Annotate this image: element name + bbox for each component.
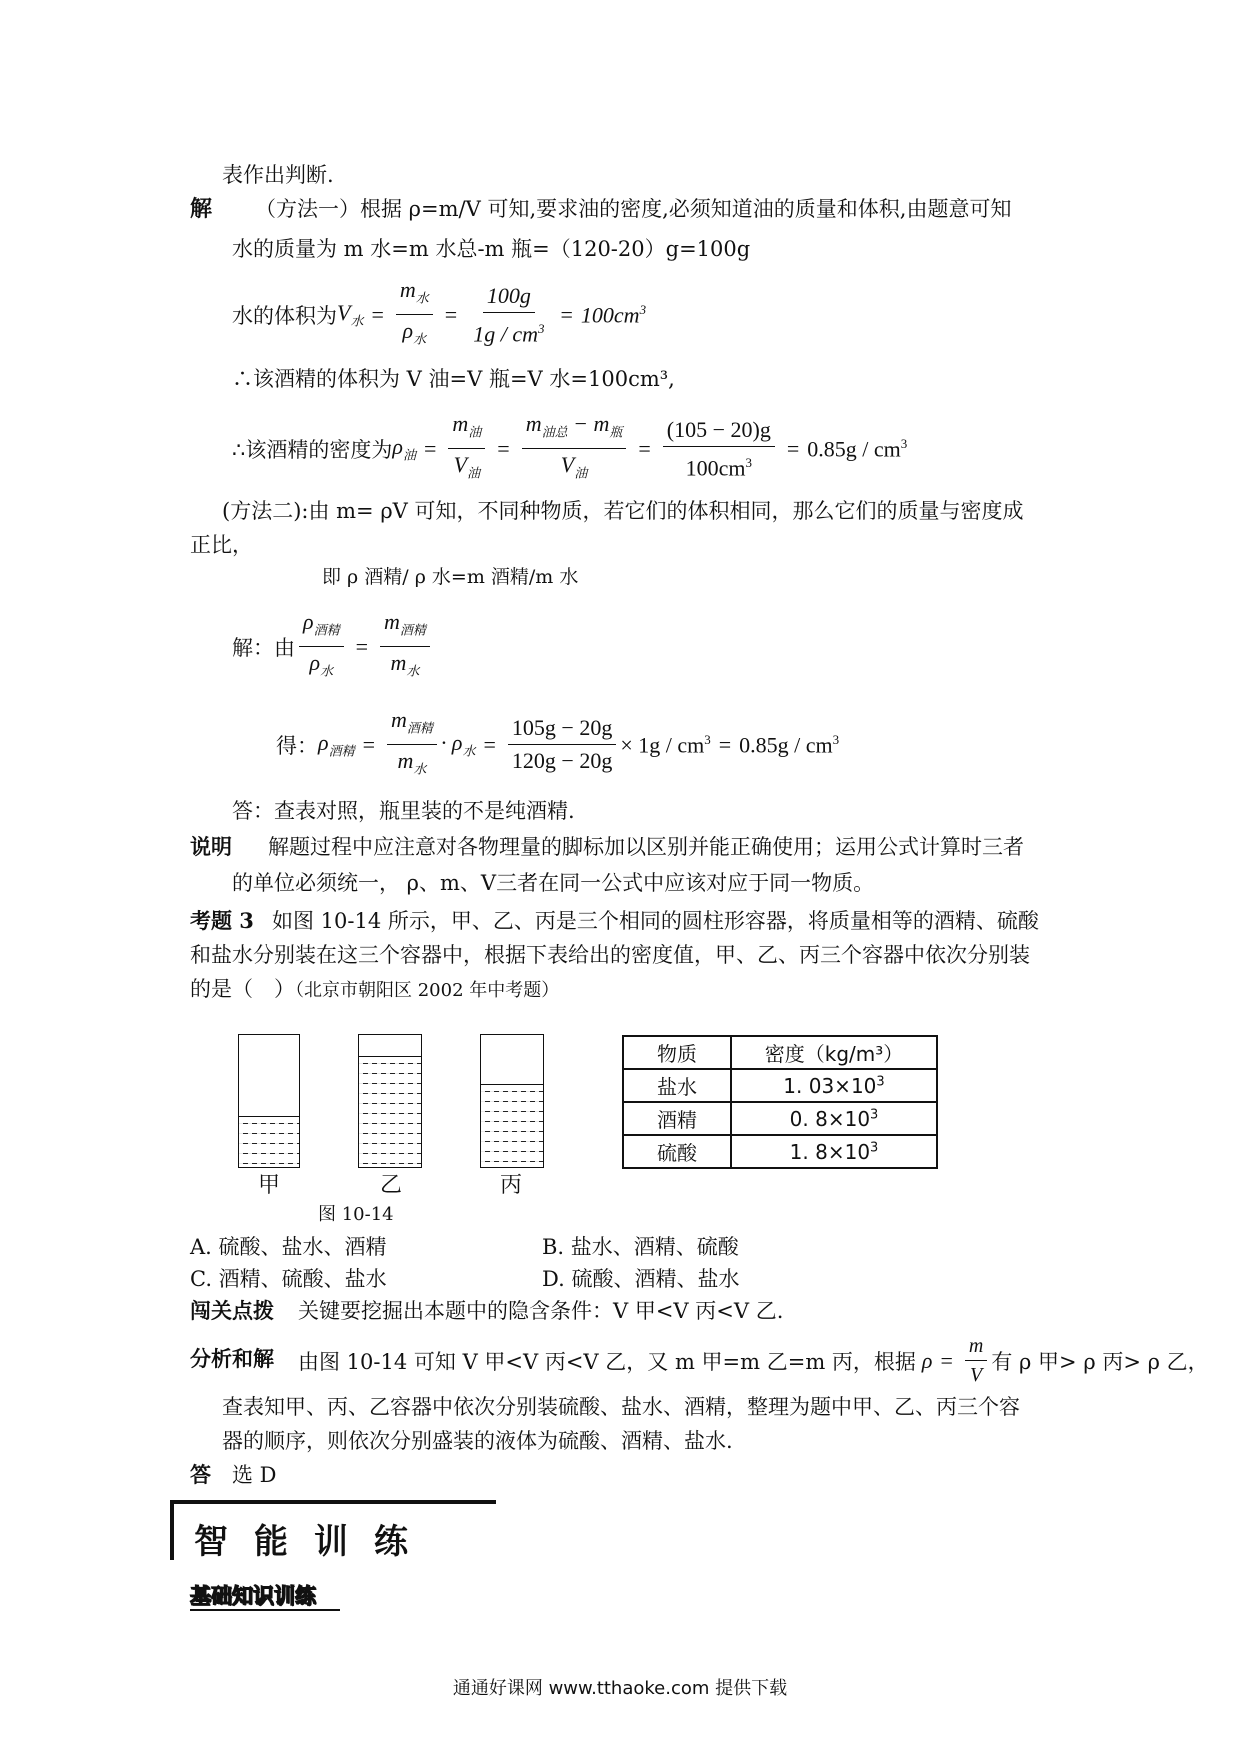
water-volume-prefix: 水的体积为 — [232, 303, 337, 328]
method2-line1: (方法二):由 m= ρV 可知，不同种物质，若它们的体积相同，那么它们的质量与密度成 — [222, 499, 1024, 523]
table-row — [623, 1102, 937, 1135]
container-liquid — [359, 1056, 421, 1167]
note-label: 说明 — [190, 834, 232, 859]
table-row — [623, 1069, 937, 1102]
container-label-jia: 甲 — [258, 1173, 281, 1198]
table-cell: 1. $03\times 10^3$ — [731, 1069, 937, 1102]
analysis-line2: 查表知甲、丙、乙容器中依次分别装硫酸、盐水、酒精，整理为题中甲、乙、丙三个容 — [222, 1395, 1020, 1419]
result-equation: 得： $\rho_{酒精}$ = $\frac{m_{酒精}}{m_水}$ · $\rho_水$ = $\frac{105g - 20g}{120g - 20g}$ × $1g / cm^3$ = $0.85g / cm^3$ — [276, 707, 840, 777]
problem3-line3: 的是（ ）（北京市朝阳区 2002 年中考题） — [190, 977, 560, 1001]
solution-answer: 答：查表对照，瓶里装的不是纯酒精. — [232, 799, 575, 823]
alcohol-density-equation: ∴该酒精的密度为 $\rho_油$ = $\frac{m_油}{V_油}$ = $\frac{m_{油总} - m_瓶}{V_油}$ = $\frac{(105 - 20)g}{100cm^3}$ = $0.85g / cm^3$ — [232, 411, 908, 481]
analysis-line3: 器的顺序，则依次分别盛装的液体为硫酸、酒精、盐水. — [222, 1429, 733, 1453]
note-line1: 解题过程中应注意对各物理量的脚标加以区别并能正确使用；运用公式计算时三者 — [268, 835, 1024, 859]
density-table — [622, 1035, 938, 1169]
container-jia — [238, 1034, 300, 1168]
container-liquid — [481, 1084, 543, 1167]
container-yi — [358, 1034, 422, 1168]
intro-line: 表作出判断. — [222, 163, 334, 187]
water-volume-equation: 水的体积为 $V_水$ = $\frac{m_水}{\rho_水}$ = $\frac{100g}{1g / cm^3}$ = $100cm^3$ — [232, 276, 646, 354]
fraction-m-over-rho: $\frac{m_水}{\rho_水}$ — [396, 276, 433, 354]
solution-label: 解 — [190, 196, 213, 222]
table-header-row — [623, 1036, 937, 1069]
hint-label: 闯关点拨 — [190, 1298, 274, 1323]
table-header-cell: 物质 — [623, 1036, 731, 1069]
problem3-label: 考题 3 — [190, 908, 254, 933]
problem3-line2: 和盐水分别装在这三个容器中，根据下表给出的密度值，甲、乙、丙三个容器中依次分别装 — [190, 943, 1030, 967]
subsection-title: 基础知识训练 — [190, 1584, 316, 1608]
option-a: A. 硫酸、盐水、酒精 — [190, 1235, 387, 1259]
section-title: 智能训练 — [194, 1522, 434, 1562]
table-cell: 0. $8\times 10^3$ — [731, 1102, 937, 1135]
section-banner — [170, 1500, 496, 1560]
method1-line1: （方法一）根据 ρ=m/V 可知,要求油的密度,必须知道油的质量和体积,由题意可知 — [255, 197, 1012, 221]
option-d: D. 硫酸、酒精、盐水 — [542, 1267, 740, 1291]
problem3-source: （北京市朝阳区 2002 年中考题） — [295, 980, 560, 1001]
table-cell: 酒精 — [623, 1102, 731, 1135]
ratio-equation: 解：由 $\frac{\rho_{酒精}}{\rho_水}$ = $\frac{m_{酒精}}{m_水}$ — [232, 608, 434, 686]
table-row — [623, 1135, 937, 1168]
analysis-label: 分析和解 — [190, 1346, 274, 1371]
table-cell: 盐水 — [623, 1069, 731, 1102]
container-bing — [480, 1034, 544, 1168]
table-cell: 硫酸 — [623, 1135, 731, 1168]
alcohol-volume-line: ∴该酒精的体积为 V 油=V 瓶=V 水=100cm³, — [232, 367, 675, 391]
analysis-line1: 由图 10-14 可知 V 甲<V 丙<V 乙，又 m 甲=m 乙=m 丙，根据 ρ = $\frac{m}{V}$ 有 ρ 甲> ρ 丙> ρ 乙， — [298, 1335, 1209, 1386]
figure-caption: 图 10-14 — [318, 1204, 394, 1225]
problem3-line1: 如图 10-14 所示，甲、乙、丙是三个相同的圆柱形容器，将质量相等的酒精、硫酸 — [272, 909, 1039, 933]
page-footer: 通通好课网 www.tthaoke.com 提供下载 — [452, 1678, 788, 1699]
container-label-yi: 乙 — [380, 1173, 403, 1198]
note-line2: 的单位必须统一， ρ、m、V三者在同一公式中应该对应于同一物质。 — [232, 871, 875, 895]
method1-line2: 水的质量为 m 水=m 水总-m 瓶=（120-20）g=100g — [232, 237, 751, 261]
fraction-100g-over-1gcm3: $\frac{100g}{1g / cm^3}$ — [473, 282, 545, 347]
final-answer-text: 选 D — [232, 1463, 277, 1487]
container-label-bing: 丙 — [500, 1173, 523, 1198]
ratio-line: 即 ρ 酒精/ ρ 水=m 酒精/m 水 — [322, 566, 579, 588]
method2-line2: 正比， — [190, 533, 253, 557]
hint-text: 关键要挖掘出本题中的隐含条件：V 甲<V 丙<V 乙. — [298, 1299, 784, 1323]
option-c: C. 酒精、硫酸、盐水 — [190, 1267, 387, 1291]
table-cell: 1. $8\times 10^3$ — [731, 1135, 937, 1168]
table-header-cell: 密度（kg/m³） — [731, 1036, 937, 1069]
container-liquid — [239, 1116, 299, 1167]
subsection-underline — [190, 1609, 340, 1611]
final-answer-label: 答 — [190, 1462, 211, 1487]
option-b: B. 盐水、酒精、硫酸 — [542, 1235, 739, 1259]
